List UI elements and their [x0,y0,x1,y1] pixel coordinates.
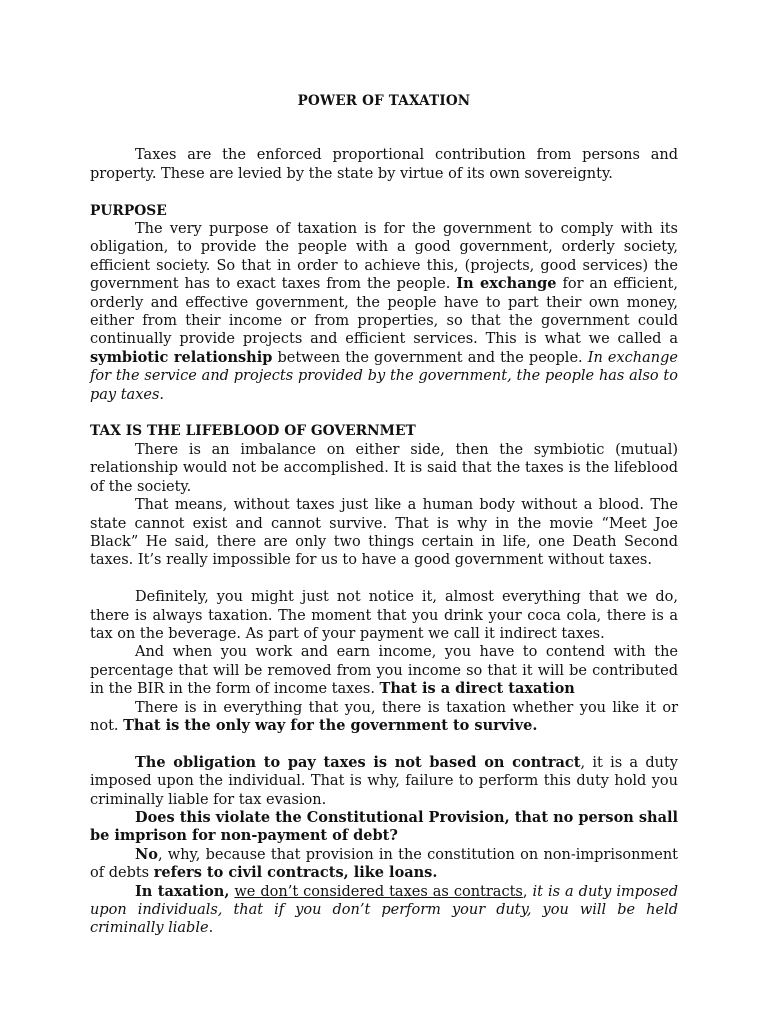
purpose-heading: PURPOSE [90,202,167,219]
lifeblood-paragraph-4: And when you work and earn income, you have to contend with the percentage that will be removed from you income so that it will be contributed in the BIR in the form of income taxes. That is a direct taxation [90,644,678,698]
obligation-paragraph: The obligation to pay taxes is not based on contract, it is a duty imposed upon the individual. That is why, failure to perform this duty hold you criminally liable for tax evasion. [90,753,678,808]
taxation-paragraph: In taxation, we don’t considered taxes as contracts, it is a duty imposed upon individuals, that if you don’t perform your duty, you will be held criminally liable. [90,882,679,937]
constitution-answer: No, why, because that provision in the constitution on non-imprisonment of debts refers to civil contracts, like loans. [90,845,678,882]
lifeblood-paragraph-1: There is an imbalance on either side, then the symbiotic (mutual) relationship would not be accomplished. It is said that the taxes is the lifeblood of the society. [90,441,678,495]
lifeblood-paragraph-3: Definitely, you might just not notice it, almost everything that we do, there is always taxation. The moment that you drink your coca cola, there is a tax on the beverage. As part of your payment we call it indirect taxes. [90,589,678,642]
purpose-paragraph: The very purpose of taxation is for the government to comply with its obligation, to provide the people with a good government, orderly society, efficient society. So that in order to achieve this, (projects, good services) the government has to exact taxes from the people. In exchange for an efficient, orderly and effective government, the people have to part their own money, either from their income or from properties, so that the government could continually provide projects and efficient services. This is what we called a symbiotic relationship between the government and the people. In exchange for the service and projects provided by the government, the people has also to pay taxes. [90,221,678,403]
lifeblood-paragraph-5: There is in everything that you, there is taxation whether you like it or not. That is the only way for the government to survive. [90,699,678,734]
intro-paragraph: Taxes are the enforced proportional contribution from persons and property. These are levied by the state by virtue of its own sovereignty. [90,147,678,182]
lifeblood-heading: TAX IS THE LIFEBLOOD OF GOVERNMET [90,423,416,440]
page-title: POWER OF TAXATION [297,93,471,109]
lifeblood-paragraph-2: That means, without taxes just like a human body without a blood. The state cannot exist and cannot survive. That is why in the movie “Meet Joe Black” He said, there are only two things certain in life, one Death Second taxes. It’s really impossible for us to have a good government without taxes. [90,497,678,569]
constitution-question: Does this violate the Constitutional Provision, that no person shall be imprison for non-payment of debt? [90,808,678,845]
